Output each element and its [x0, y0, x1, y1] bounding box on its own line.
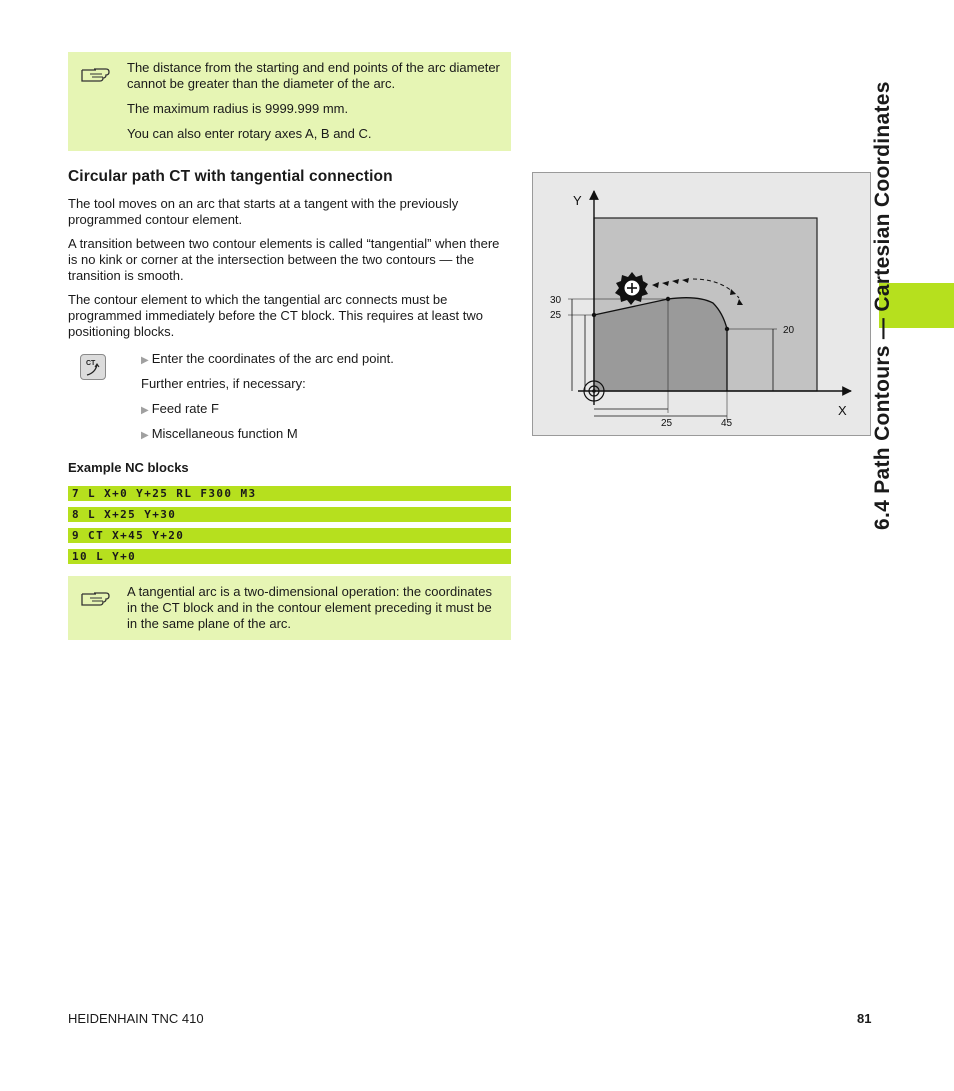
ct-key-label: CT [86, 360, 96, 367]
nc-block: 7 L X+0 Y+25 RL F300 M3 [68, 486, 511, 501]
entry-item: ▶ Enter the coordinates of the arc end point. [141, 351, 394, 366]
entry-item: Further entries, if necessary: [141, 376, 306, 391]
contour-point [666, 297, 670, 301]
note-box-top [68, 52, 511, 151]
pointing-hand-icon [80, 62, 112, 84]
entry-item: ▶ Miscellaneous function M [141, 426, 298, 441]
axis-y-label: Y [573, 193, 582, 208]
note-text: A tangential arc is a two-dimensional operation: the coordinates in the CT block and in the contour element preceding it must be in the same plane of the arc. [127, 584, 492, 631]
contour-point [592, 313, 596, 317]
axis-x-label: X [838, 403, 847, 418]
footer-product: HEIDENHAIN TNC 410 [68, 1011, 204, 1026]
paragraph: The tool moves on an arc that starts at a tangent with the previously programmed contour element. [68, 196, 459, 227]
paragraph: A transition between two contour elements is called “tangential” when there is no kink or corner at the intersection between the two contours — the transition is smooth. [68, 236, 500, 283]
triangle-bullet-icon: ▶ [141, 405, 149, 416]
contour-area [594, 298, 727, 391]
dim-label: 30 [550, 295, 562, 306]
contour-point [725, 327, 729, 331]
paragraph: The contour element to which the tangential arc connects must be programmed immediately before the CT block. This requires at least two positioning blocks. [68, 292, 483, 339]
section-heading: Circular path CT with tangential connection [68, 168, 393, 185]
dim-label: 45 [721, 418, 733, 429]
note-text: The distance from the starting and end points of the arc diameter cannot be greater than the diameter of the arc. [127, 60, 500, 91]
entries-list [141, 351, 394, 451]
note-box-bottom [68, 576, 511, 640]
note-text: The maximum radius is 9999.999 mm. [127, 101, 349, 116]
ct-key-button[interactable] [80, 354, 106, 380]
pointing-hand-icon [80, 586, 112, 608]
contour-diagram [533, 173, 870, 435]
ct-key-icon [81, 355, 105, 379]
nc-block: 9 CT X+45 Y+20 [68, 528, 511, 543]
dim-label: 20 [783, 325, 795, 336]
dim-label: 25 [550, 310, 562, 321]
contour-figure [532, 172, 871, 436]
entry-item: ▶ Feed rate F [141, 401, 219, 416]
triangle-bullet-icon: ▶ [141, 430, 149, 441]
nc-block: 10 L Y+0 [68, 549, 511, 564]
page-number: 81 [857, 1011, 872, 1026]
dim-label: 25 [661, 418, 673, 429]
triangle-bullet-icon: ▶ [141, 355, 149, 366]
section-body [68, 196, 512, 348]
nc-block: 8 L X+25 Y+30 [68, 507, 511, 522]
note-text: You can also enter rotary axes A, B and C. [127, 126, 372, 141]
example-title: Example NC blocks [68, 460, 189, 475]
